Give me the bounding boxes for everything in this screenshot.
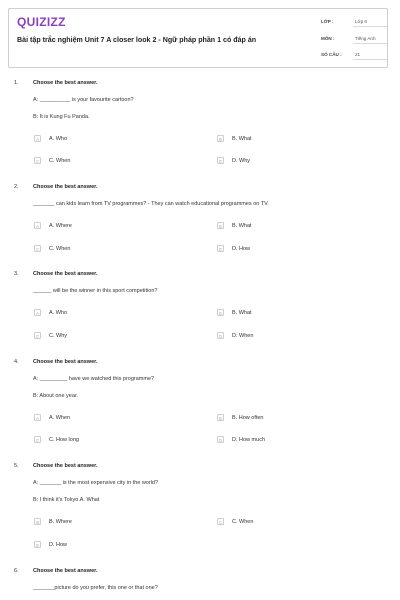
question-instruction: Choose the best answer. — [33, 184, 98, 190]
meta-label: MÔN : — [321, 36, 335, 41]
option-letter-box: D — [218, 247, 223, 252]
option-text: B. What — [232, 310, 252, 316]
document-header — [8, 8, 388, 68]
question-instruction: Choose the best answer. — [33, 568, 98, 574]
option-text: D. Why — [232, 158, 251, 164]
meta-row-count — [321, 49, 387, 60]
question-line: ______ will be the winner in this sport competition? — [33, 288, 158, 294]
option-letter-box: C — [35, 438, 40, 443]
option-text: C. When — [232, 519, 254, 525]
option-text: A. Where — [49, 223, 72, 229]
option-text: C. How long — [49, 437, 79, 443]
question-instruction: Choose the best answer. — [33, 359, 98, 365]
question-line: _______picture do you prefer, this one or that one? — [33, 585, 158, 591]
meta-value: Tiếng Anh — [355, 36, 376, 41]
option-text: B. How often — [232, 415, 264, 421]
option-letter-box: C — [35, 247, 40, 252]
meta-row-grade — [321, 16, 387, 27]
question-number: 3. — [14, 271, 19, 277]
option-text: B. What — [232, 136, 252, 142]
meta-value: 21 — [355, 52, 361, 57]
option-letter-box: D — [35, 543, 40, 548]
option-letter-box: D — [218, 159, 223, 164]
option-letter-box: B — [217, 135, 224, 142]
option-letter-box: C — [35, 159, 40, 164]
option-letter-box: A — [34, 135, 41, 142]
meta-row-subject — [321, 33, 387, 44]
option-letter-box: D — [218, 334, 223, 339]
option-letter-box: B — [217, 222, 224, 229]
option-letter-box: B — [217, 414, 224, 421]
question-instruction: Choose the best answer. — [33, 463, 98, 469]
option-letter-box: B — [34, 518, 41, 525]
option-text: C. When — [49, 246, 71, 252]
question-line: A: __________ is your favourite cartoon? — [33, 97, 134, 103]
meta-label: LỚP : — [321, 19, 334, 24]
question-number: 2. — [14, 184, 19, 190]
question-line: _______ can kids learn from TV programmes? - They can watch educational programmes on TV. — [33, 201, 269, 207]
meta-label: SỐ CÂU : — [321, 52, 342, 57]
meta-underline — [353, 59, 387, 60]
option-letter-box: B — [217, 309, 224, 316]
question-line: A: _________ have we watched this programme? — [33, 376, 155, 382]
question-line: A: _______ is the most expensive city in the world? — [33, 480, 159, 486]
option-text: B. Where — [49, 519, 72, 525]
meta-underline — [353, 26, 387, 27]
question-line: B: About one year. — [33, 393, 78, 399]
option-text: C. When — [49, 158, 71, 164]
option-text: D. When — [232, 333, 254, 339]
question-number: 4. — [14, 359, 19, 365]
option-letter-box: C — [35, 334, 40, 339]
question-number: 5. — [14, 463, 19, 469]
option-letter-box: D — [218, 438, 223, 443]
option-text: A. Who — [49, 136, 68, 142]
question-instruction: Choose the best answer. — [33, 80, 98, 86]
option-text: A. Who — [49, 310, 68, 316]
meta-value: Lớp 6 — [355, 19, 367, 24]
document-title: Bài tập trắc nghiệm Unit 7 A closer look 2 - Ngữ pháp phần 1 có đáp án — [17, 36, 257, 44]
option-letter-box: A — [34, 414, 41, 421]
option-text: A. When — [49, 415, 71, 421]
quizizz-logo: QUIZIZZ — [17, 15, 66, 29]
question-number: 6. — [14, 568, 19, 574]
option-letter-box: C — [218, 520, 223, 525]
option-letter-box: A — [34, 309, 41, 316]
option-text: D. How — [49, 542, 68, 548]
question-number: 1. — [14, 80, 19, 86]
meta-underline — [353, 43, 387, 44]
option-letter-box: A — [34, 222, 41, 229]
option-text: B. What — [232, 223, 252, 229]
question-line: B: It is Kung Fu Panda. — [33, 114, 90, 120]
option-text: D. How much — [232, 437, 266, 443]
option-text: D. How — [232, 246, 251, 252]
question-line: B: I think it's Tokyo.A. What — [33, 497, 100, 503]
option-text: C. Why — [49, 333, 68, 339]
question-instruction: Choose the best answer. — [33, 271, 98, 277]
